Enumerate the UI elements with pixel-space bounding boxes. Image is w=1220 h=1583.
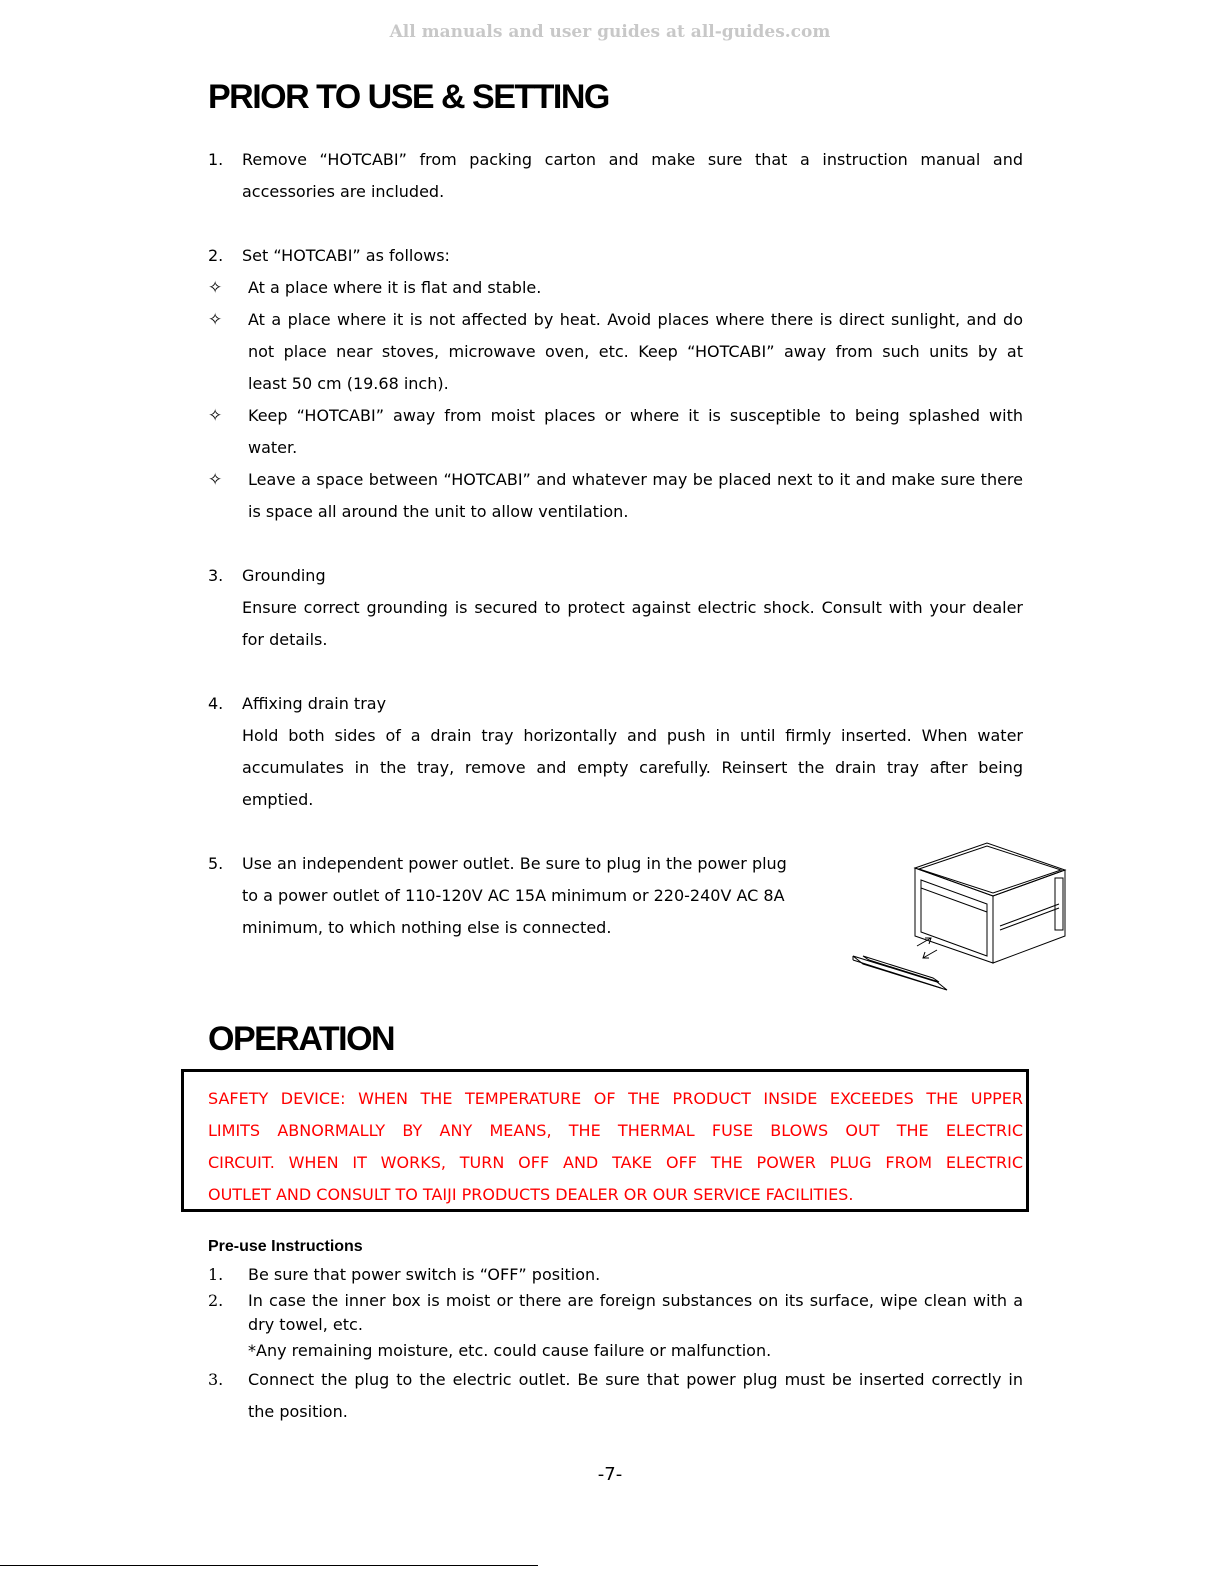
item-3-line-1: Grounding [242, 566, 326, 585]
warning-line-2: LIMITS ABNORMALLY BY ANY MEANS, THE THERMAL FUSE BLOWS OUT THE ELECTRIC [208, 1121, 1023, 1140]
bullet-line: least 50 cm (19.68 inch). [248, 374, 449, 393]
item-number: 1. [208, 150, 224, 169]
section-title-operation: OPERATION [208, 1020, 395, 1058]
item-4-line-2: Hold both sides of a drain tray horizontally and push in until firmly inserted. When water [242, 726, 1023, 745]
instruction-number: 1. [208, 1265, 224, 1284]
warning-line-4: OUTLET AND CONSULT TO TAIJI PRODUCTS DEALER OR OUR SERVICE FACILITIES. [208, 1185, 854, 1204]
bullet-line: At a place where it is not affected by heat. Avoid places where there is direct sunlight, and do [248, 310, 1023, 329]
pre-use-instructions-heading: Pre-use Instructions [208, 1238, 363, 1255]
diamond-bullet-icon: ✧ [208, 406, 223, 426]
bullet-line: not place near stoves, microwave oven, etc. Keep “HOTCABI” away from such units by at [248, 342, 1023, 361]
diamond-bullet-icon: ✧ [208, 278, 223, 298]
instruction-line: *Any remaining moisture, etc. could cause failure or malfunction. [248, 1341, 772, 1360]
instruction-number: 2. [208, 1291, 224, 1310]
bullet-line: Keep “HOTCABI” away from moist places or where it is susceptible to being splashed with [248, 406, 1023, 425]
instruction-line: dry towel, etc. [248, 1315, 363, 1334]
footer-rule [0, 1565, 538, 1566]
instruction-line: Be sure that power switch is “OFF” position. [248, 1265, 601, 1284]
item-3-line-3: for details. [242, 630, 328, 649]
item-number: 2. [208, 246, 224, 265]
page-number: -7- [597, 1464, 623, 1485]
bullet-line: At a place where it is flat and stable. [248, 278, 542, 297]
watermark: All manuals and user guides at all-guides.com [389, 22, 831, 42]
item-1-line-2: accessories are included. [242, 182, 445, 201]
item-number: 5. [208, 854, 224, 873]
item-4-line-4: emptied. [242, 790, 314, 809]
item-4-line-1: Affixing drain tray [242, 694, 387, 713]
item-5-line-2: to a power outlet of 110-120V AC 15A minimum or 220-240V AC 8A [242, 886, 785, 905]
instruction-line: the position. [248, 1402, 348, 1421]
item-3-line-2: Ensure correct grounding is secured to protect against electric shock. Consult with your dealer [242, 598, 1023, 617]
warning-line-1: SAFETY DEVICE: WHEN THE TEMPERATURE OF THE PRODUCT INSIDE EXCEEDES THE UPPER [208, 1089, 1023, 1108]
instruction-number: 3. [208, 1370, 224, 1389]
bullet-line: Leave a space between “HOTCABI” and whatever may be placed next to it and make sure there [248, 470, 1023, 489]
diamond-bullet-icon: ✧ [208, 310, 223, 330]
item-2-line-1: Set “HOTCABI” as follows: [242, 246, 450, 265]
item-5-line-3: minimum, to which nothing else is connected. [242, 918, 612, 937]
instruction-line: Connect the plug to the electric outlet. Be sure that power plug must be inserted correctly in [248, 1370, 1023, 1389]
diamond-bullet-icon: ✧ [208, 470, 223, 490]
item-5-line-1: Use an independent power outlet. Be sure to plug in the power plug [242, 854, 787, 873]
warning-line-3: CIRCUIT. WHEN IT WORKS, TURN OFF AND TAKE OFF THE POWER PLUG FROM ELECTRIC [208, 1153, 1023, 1172]
item-1-line-1: Remove “HOTCABI” from packing carton and make sure that a instruction manual and [242, 150, 1023, 169]
bullet-line: water. [248, 438, 298, 457]
bullet-line: is space all around the unit to allow ventilation. [248, 502, 629, 521]
item-number: 3. [208, 566, 224, 585]
item-number: 4. [208, 694, 224, 713]
section-title-prior-to-use: PRIOR TO USE & SETTING [208, 78, 609, 116]
item-4-line-3: accumulates in the tray, remove and empty carefully. Reinsert the drain tray after being [242, 758, 1023, 777]
instruction-line: In case the inner box is moist or there are foreign substances on its surface, wipe clean with a [248, 1291, 1023, 1310]
drain-tray-illustration [845, 838, 1070, 998]
